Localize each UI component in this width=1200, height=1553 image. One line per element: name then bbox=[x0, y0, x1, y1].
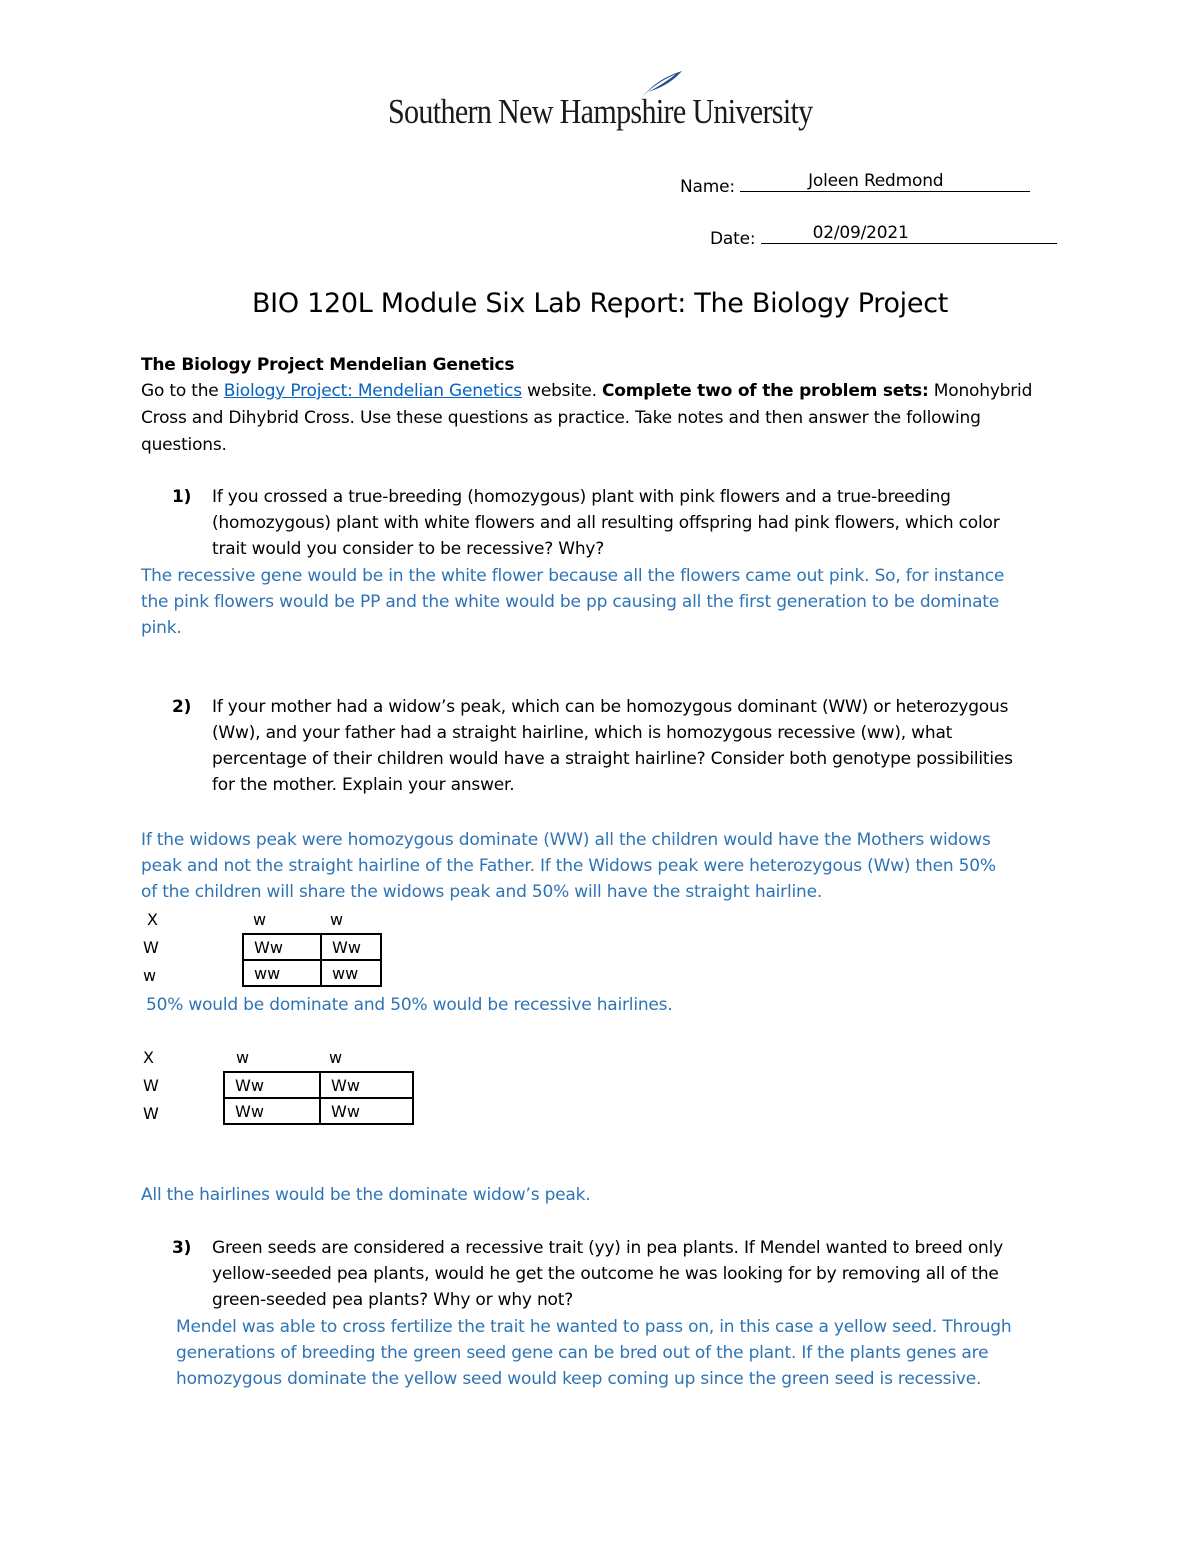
answer-2: If the widows peak were homozygous dominate (WW) all the children would have the Mothers widows peak and not the straight hairline of the Father. If the Widows peak were heterozygous (Ww) then 50% of the children will share the widows peak and 50% will have the straight hairline. bbox=[141, 830, 996, 902]
question-1-number: 1) bbox=[172, 487, 192, 507]
name-label: Name: bbox=[680, 177, 735, 197]
punnett-1-col-header: w bbox=[330, 910, 344, 929]
punnett-1-col-header: w bbox=[253, 910, 267, 929]
punnett-2-row-header: W bbox=[143, 1076, 159, 1095]
punnett-2-col-header: w bbox=[329, 1048, 343, 1067]
page-title: BIO 120L Module Six Lab Report: The Biology Project bbox=[251, 288, 949, 319]
punnett-cell: Ww bbox=[320, 1072, 413, 1098]
punnett-square-1 bbox=[242, 933, 382, 987]
punnett-1-corner: X bbox=[147, 910, 158, 929]
name-value: Joleen Redmond bbox=[808, 171, 944, 191]
punnett-cell: ww bbox=[321, 960, 381, 986]
date-label: Date: bbox=[710, 229, 756, 249]
logo-text: Southern New Hampshire University bbox=[388, 92, 813, 131]
question-3-number: 3) bbox=[172, 1238, 192, 1258]
intro-line-1: Go to the Biology Project: Mendelian Genetics website. Complete two of the problem sets: Monohybrid bbox=[141, 381, 1033, 401]
punnett-1-row-header: W bbox=[143, 938, 159, 957]
punnett-square-2 bbox=[223, 1071, 414, 1125]
question-1-text: If you crossed a true-breeding (homozygous) plant with pink flowers and a true-breeding (homozygous) plant with white flowers and all resulting offspring had pink flowers, which color trait would you consider to be recessive? Why? bbox=[212, 487, 1000, 559]
intro-line-2: Cross and Dihybrid Cross. Use these questions as practice. Take notes and then answer the following bbox=[141, 408, 981, 428]
punnett-2-note: All the hairlines would be the dominate widow’s peak. bbox=[141, 1185, 591, 1205]
date-value: 02/09/2021 bbox=[812, 223, 909, 243]
punnett-2-corner: X bbox=[143, 1048, 154, 1067]
name-field bbox=[680, 171, 1030, 200]
punnett-cell: Ww bbox=[224, 1072, 320, 1098]
biology-project-link[interactable]: Biology Project: Mendelian Genetics bbox=[223, 381, 522, 401]
punnett-2-row-header: W bbox=[143, 1104, 159, 1123]
intro-line-3: questions. bbox=[141, 435, 227, 455]
punnett-1-note: 50% would be dominate and 50% would be recessive hairlines. bbox=[146, 995, 673, 1015]
section-heading: The Biology Project Mendelian Genetics bbox=[141, 355, 515, 375]
punnett-cell: ww bbox=[243, 960, 321, 986]
answer-1: The recessive gene would be in the white flower because all the flowers came out pink. So, for instance the pink flowers would be PP and the white would be pp causing all the first generation to be dominate pink. bbox=[141, 566, 1005, 638]
punnett-cell: Ww bbox=[320, 1098, 413, 1124]
punnett-cell: Ww bbox=[321, 934, 381, 960]
date-field bbox=[710, 223, 1057, 252]
punnett-cell: Ww bbox=[243, 934, 321, 960]
punnett-1-row-header: w bbox=[143, 966, 157, 985]
question-3-text: Green seeds are considered a recessive trait (yy) in pea plants. If Mendel wanted to breed only yellow-seeded pea plants, would he get the outcome he was looking for by removing all of the green-seeded pea plants? Why or why not? bbox=[212, 1238, 1003, 1310]
punnett-2-col-header: w bbox=[236, 1048, 250, 1067]
feather-icon bbox=[636, 70, 684, 100]
question-2-number: 2) bbox=[172, 697, 192, 717]
question-2-text: If your mother had a widow’s peak, which can be homozygous dominant (WW) or heterozygous (Ww), and your father had a straight hairline, which is homozygous recessive (ww), what percentage of their children would have a straight hairline? Consider both genotype possibilities for the mother. Explain your answer. bbox=[212, 697, 1013, 795]
university-logo bbox=[388, 70, 818, 140]
answer-3: Mendel was able to cross fertilize the trait he wanted to pass on, in this case a yellow seed. Through generations of breeding the green seed gene can be bred out of the plant. If the plants genes are homozygous dominate the yellow seed would keep coming up since the green seed is recessive. bbox=[176, 1317, 1012, 1389]
punnett-cell: Ww bbox=[224, 1098, 320, 1124]
